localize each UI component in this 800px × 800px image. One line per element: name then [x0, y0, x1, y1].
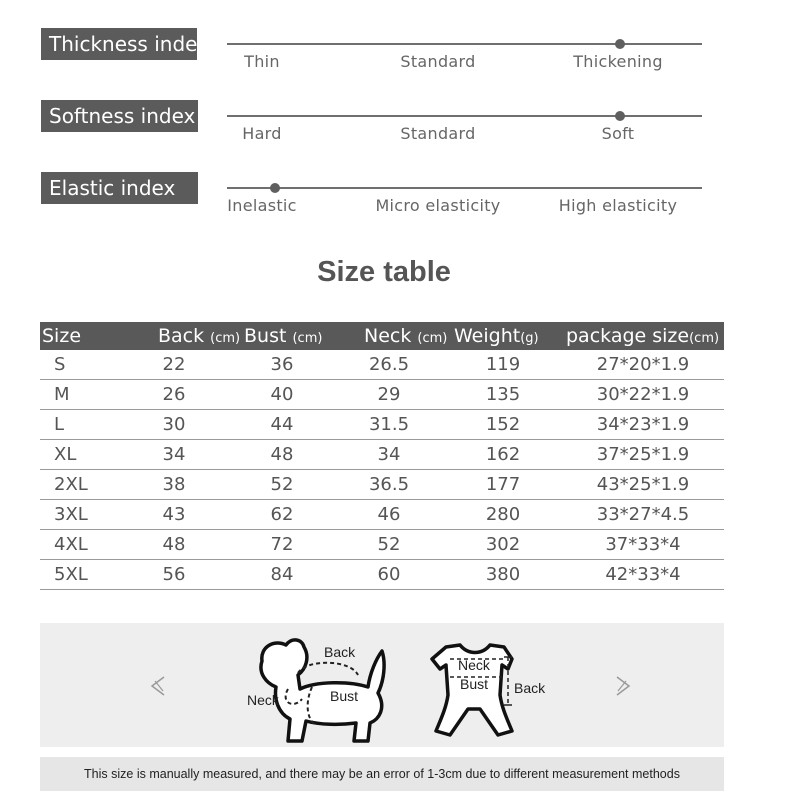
- size-table-title: Size table: [317, 256, 451, 288]
- table-cell: 34: [118, 440, 230, 470]
- table-row: [40, 440, 724, 470]
- header-name: package size: [566, 325, 690, 347]
- index-label: Softness index: [41, 100, 198, 132]
- table-cell: 31.5: [334, 410, 444, 440]
- header-name: Weight: [454, 325, 521, 347]
- index-scale-line: [227, 115, 702, 117]
- garment-measure-figure: [412, 635, 552, 747]
- table-row: [40, 500, 724, 530]
- table-cell: S: [40, 350, 118, 380]
- dog-measure-figure: [240, 633, 400, 748]
- table-cell: 60: [334, 560, 444, 590]
- size-table-header-cell: [118, 322, 241, 350]
- index-scale-line: [227, 187, 702, 189]
- table-cell: 30*22*1.9: [562, 380, 724, 410]
- table-cell: 29: [334, 380, 444, 410]
- index-option: Hard: [242, 124, 282, 143]
- garment-back-label: Back: [514, 680, 546, 696]
- index-marker-dot: [615, 111, 625, 121]
- table-cell: 48: [118, 530, 230, 560]
- table-cell: 56: [118, 560, 230, 590]
- index-marker-dot: [615, 39, 625, 49]
- table-cell: 46: [334, 500, 444, 530]
- table-cell: 152: [444, 410, 562, 440]
- table-cell: 27*20*1.9: [562, 350, 724, 380]
- table-cell: 4XL: [40, 530, 118, 560]
- index-option: Inelastic: [227, 196, 297, 215]
- table-cell: 5XL: [40, 560, 118, 590]
- table-cell: 302: [444, 530, 562, 560]
- index-option: Thickening: [573, 52, 663, 71]
- index-option: Soft: [601, 124, 635, 143]
- table-row: [40, 470, 724, 500]
- table-row: [40, 410, 724, 440]
- table-cell: 40: [230, 380, 334, 410]
- table-cell: 43*25*1.9: [562, 470, 724, 500]
- index-label: Thickness index: [41, 28, 197, 60]
- garment-bust-label: Bust: [460, 676, 489, 692]
- measurement-disclaimer: This size is manually measured, and there may be an error of 1-3cm due to different measurement methods: [40, 757, 724, 791]
- size-table-header-cell: [40, 322, 118, 350]
- measurement-diagram: [40, 623, 724, 747]
- table-cell: 26.5: [334, 350, 444, 380]
- table-cell: 380: [444, 560, 562, 590]
- size-table-header: [40, 322, 724, 350]
- size-table: [40, 322, 724, 590]
- table-row: [40, 560, 724, 590]
- index-row-3: [0, 172, 800, 242]
- table-cell: 37*33*4: [562, 530, 724, 560]
- table-cell: L: [40, 410, 118, 440]
- table-cell: 42*33*4: [562, 560, 724, 590]
- table-cell: 52: [334, 530, 444, 560]
- table-cell: 119: [444, 350, 562, 380]
- table-cell: 162: [444, 440, 562, 470]
- size-table-header-cell: [230, 322, 334, 350]
- table-cell: 33*27*4.5: [562, 500, 724, 530]
- table-cell: 2XL: [40, 470, 118, 500]
- table-cell: 30: [118, 410, 230, 440]
- index-label: Elastic index: [41, 172, 198, 204]
- index-option: Thin: [244, 52, 280, 71]
- header-unit: (cm): [689, 331, 720, 346]
- header-name: Neck: [364, 325, 418, 347]
- index-scale-line: [227, 43, 702, 45]
- table-cell: M: [40, 380, 118, 410]
- garment-neck-label: Neck: [458, 657, 490, 673]
- header-name: Bust: [244, 325, 293, 347]
- size-table-header-cell: [444, 322, 562, 350]
- index-option: Standard: [400, 124, 476, 143]
- dog-bust-label: Bust: [330, 688, 359, 704]
- index-row-1: [0, 28, 800, 98]
- table-cell: 37*25*1.9: [562, 440, 724, 470]
- dog-neck-label: Neck: [247, 692, 279, 708]
- table-cell: 3XL: [40, 500, 118, 530]
- table-cell: 52: [230, 470, 334, 500]
- table-row: [40, 350, 724, 380]
- index-option: High elasticity: [558, 196, 678, 215]
- prev-arrow-icon[interactable]: [146, 673, 172, 699]
- index-row-2: [0, 100, 800, 170]
- table-cell: 84: [230, 560, 334, 590]
- size-table-header-cell: [562, 322, 724, 350]
- table-cell: 36: [230, 350, 334, 380]
- next-arrow-icon[interactable]: [609, 673, 635, 699]
- table-cell: 34*23*1.9: [562, 410, 724, 440]
- header-unit: (cm): [210, 331, 241, 346]
- table-cell: 36.5: [334, 470, 444, 500]
- table-cell: 62: [230, 500, 334, 530]
- index-option: Standard: [400, 52, 476, 71]
- header-unit: (cm): [292, 331, 323, 346]
- table-cell: 22: [118, 350, 230, 380]
- table-cell: 43: [118, 500, 230, 530]
- index-option: Micro elasticity: [375, 196, 501, 215]
- header-unit: (cm): [417, 331, 448, 346]
- table-cell: 34: [334, 440, 444, 470]
- index-marker-dot: [270, 183, 280, 193]
- header-unit: (g): [520, 331, 539, 346]
- table-row: [40, 530, 724, 560]
- dog-back-label: Back: [324, 644, 356, 660]
- table-cell: 26: [118, 380, 230, 410]
- table-cell: 48: [230, 440, 334, 470]
- header-name: Back: [158, 325, 211, 347]
- table-cell: 135: [444, 380, 562, 410]
- table-cell: 72: [230, 530, 334, 560]
- size-table-header-cell: [334, 322, 448, 350]
- table-cell: 38: [118, 470, 230, 500]
- table-cell: XL: [40, 440, 118, 470]
- table-cell: 280: [444, 500, 562, 530]
- table-row: [40, 380, 724, 410]
- table-cell: 177: [444, 470, 562, 500]
- header-name: Size: [42, 325, 82, 347]
- table-cell: 44: [230, 410, 334, 440]
